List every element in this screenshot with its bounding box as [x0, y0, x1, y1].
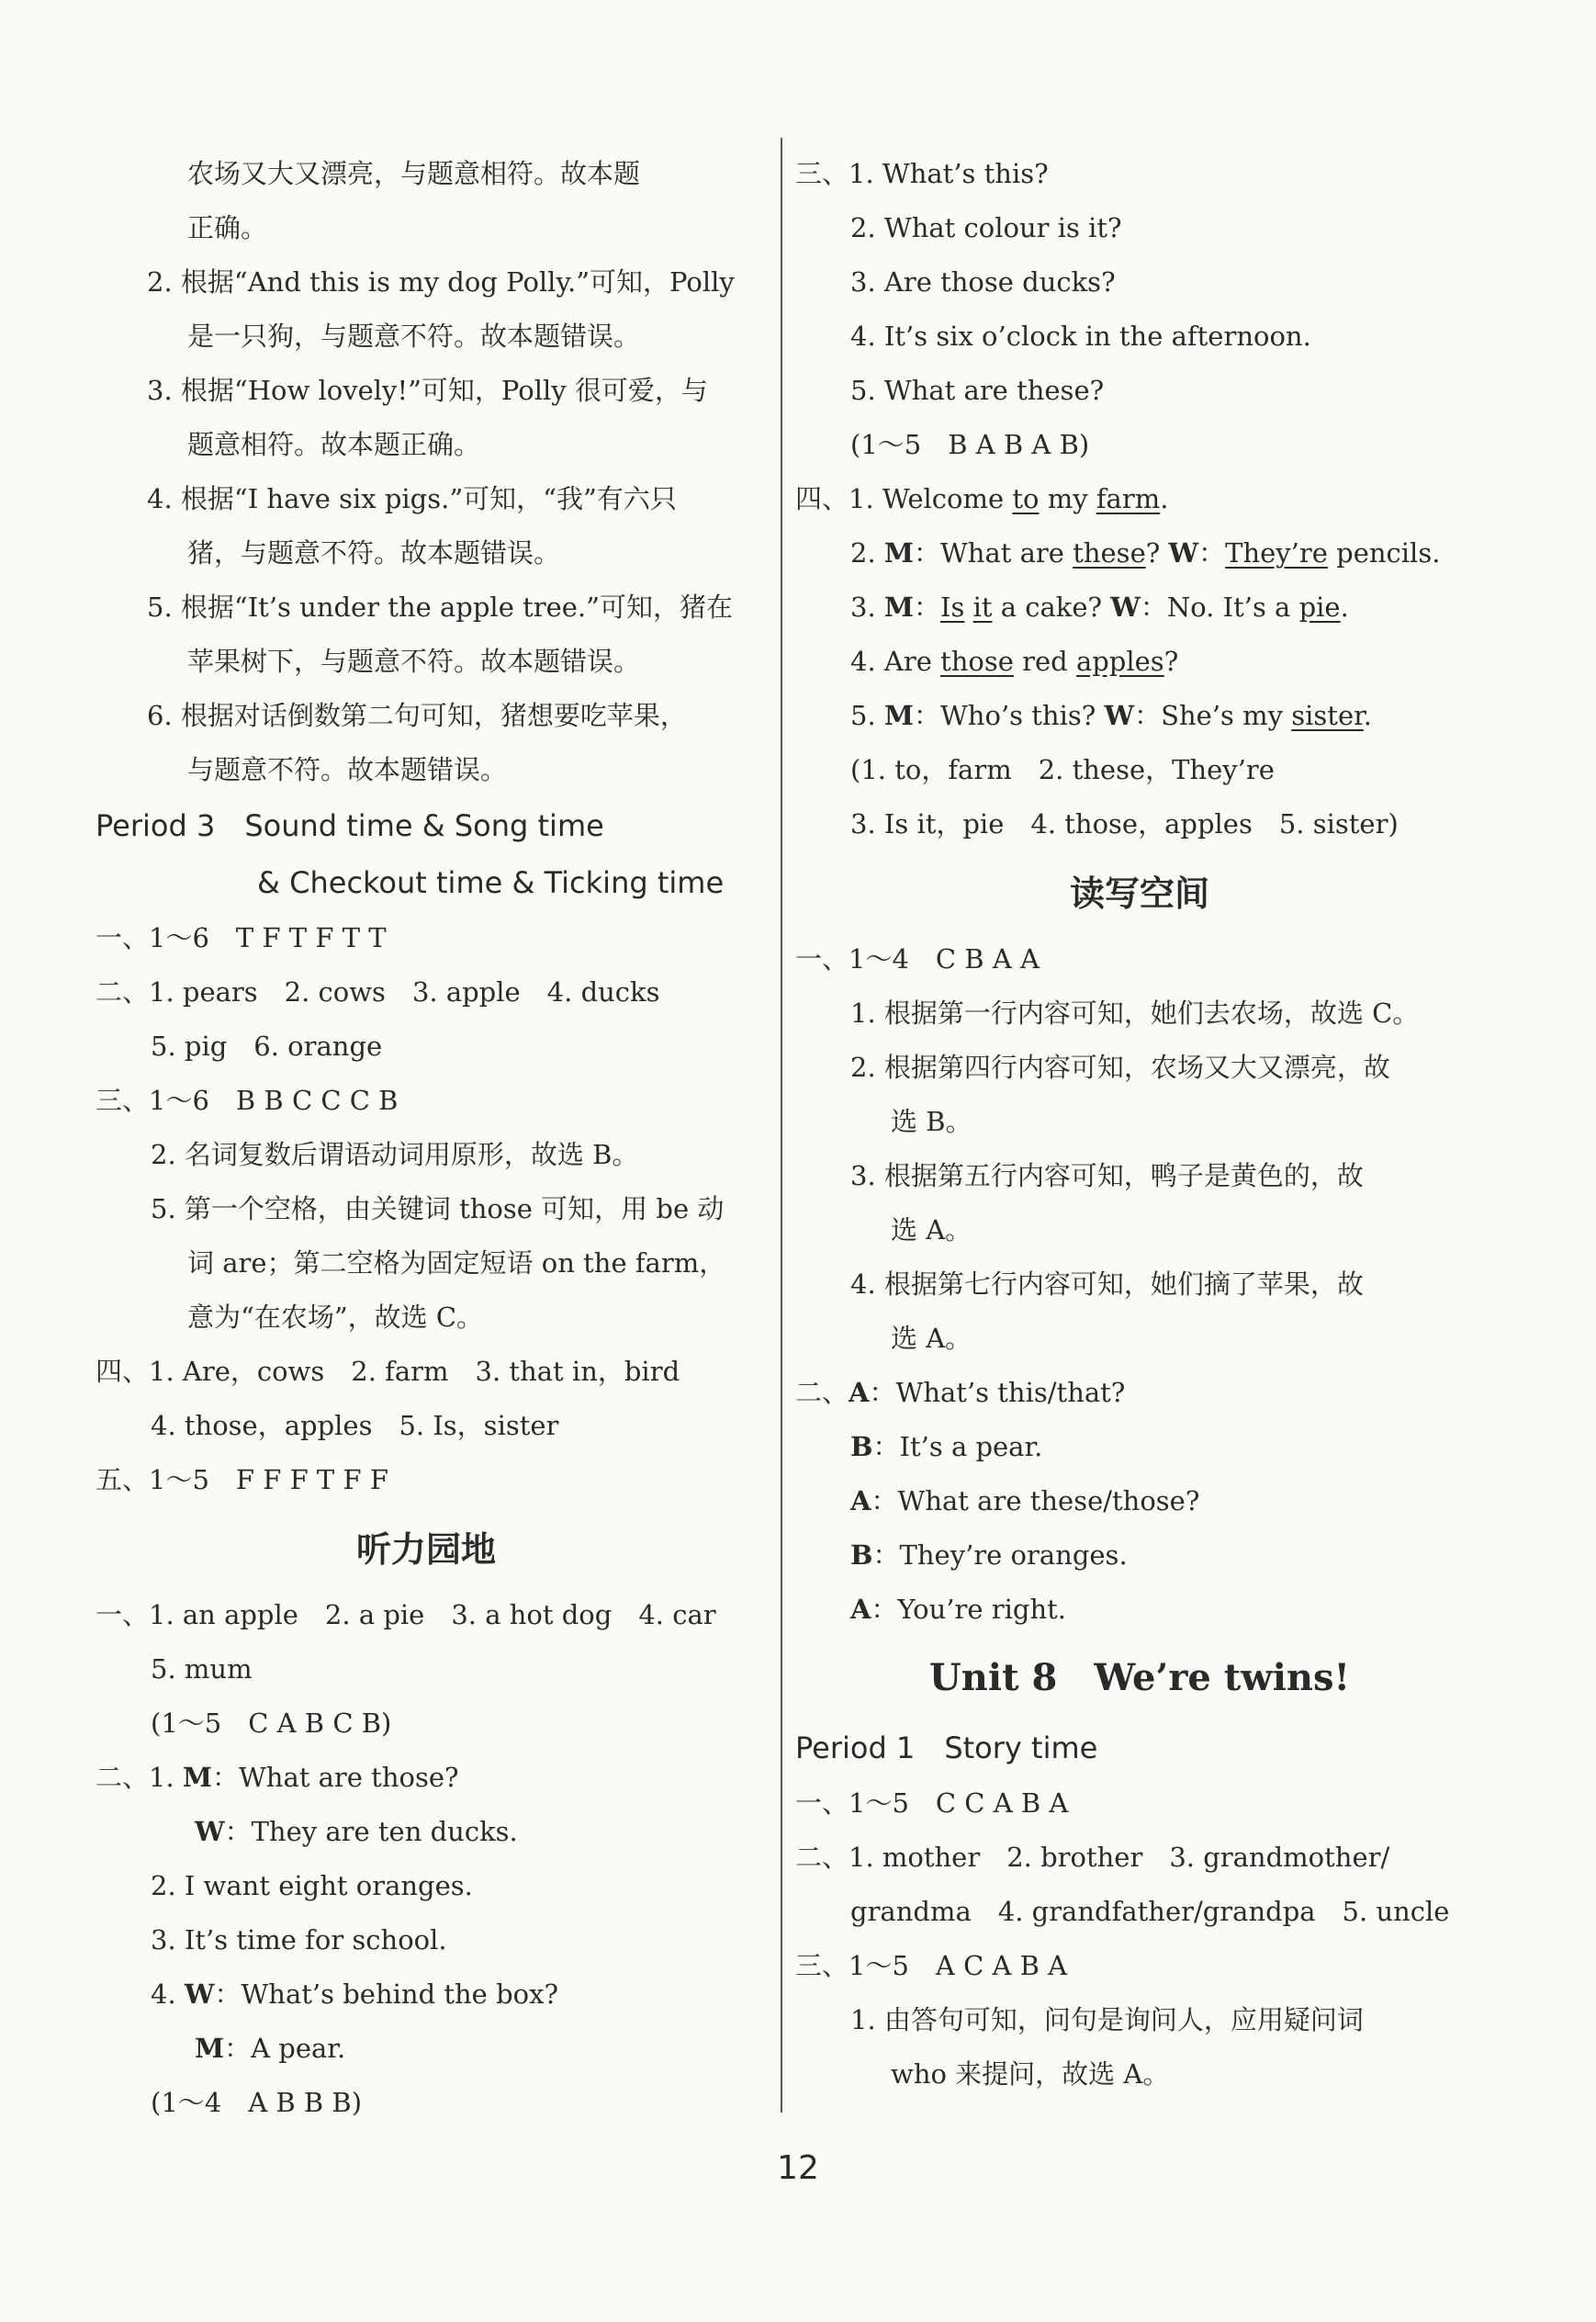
- answer-line: [96, 965, 757, 1020]
- answer-line: [96, 472, 757, 526]
- speaker-label: M: [182, 1762, 212, 1793]
- text-segment: 2. 根据第四行内容可知，农场又大又漂亮，故: [850, 1052, 1390, 1083]
- answer-line: [795, 1528, 1484, 1583]
- text-segment: 4.: [151, 1978, 185, 2010]
- answer-line: [96, 1588, 757, 1642]
- text-segment: ：What are: [914, 537, 1073, 569]
- answer-line: [795, 1776, 1484, 1831]
- text-segment: ：You’re right.: [871, 1594, 1066, 1625]
- answer-line: [795, 1420, 1484, 1474]
- text-segment: 3. 根据“How lovely!”可知，Polly 很可爱，与: [147, 375, 708, 406]
- text-segment: ：Who’s this?: [914, 700, 1105, 731]
- text-segment: (1～4 A B B B): [151, 2087, 363, 2118]
- speaker-label: A: [850, 1485, 871, 1516]
- answer-line: [96, 1236, 757, 1291]
- answer-blank: sister: [1291, 700, 1364, 731]
- answer-line: [96, 743, 757, 797]
- text-segment: 是一只狗，与题意不符。故本题错误。: [187, 321, 641, 352]
- text-segment: 词 are；第二空格为固定短语 on the farm，: [187, 1247, 726, 1279]
- text-segment: 3. Is it，pie 4. those，apples 5. sister): [850, 808, 1399, 840]
- text-segment: (1. to，farm 2. these，They’re: [850, 754, 1275, 785]
- answer-line: [795, 986, 1484, 1041]
- text-segment: 选 B。: [891, 1106, 972, 1137]
- answer-line: [795, 526, 1484, 580]
- text-segment: 一、1～4 C B A A: [795, 943, 1040, 975]
- text-segment: 2. 根据“And this is my dog Polly.”可知，Polly: [147, 266, 735, 298]
- answer-line: [96, 1399, 757, 1453]
- text-segment: 一、1～5 C C A B A: [795, 1787, 1069, 1819]
- answer-blank: pie: [1298, 592, 1341, 623]
- text-segment: grandma 4. grandfather/grandpa 5. uncle: [850, 1896, 1450, 1927]
- answer-line: [96, 526, 757, 580]
- text-segment: red: [1013, 646, 1076, 677]
- text-segment: ?: [1163, 646, 1179, 677]
- text-segment: 3. Are those ducks?: [850, 266, 1116, 298]
- answer-line: [96, 911, 757, 965]
- text-segment: ：What’s behind the box?: [214, 1978, 558, 2010]
- answer-line: [96, 580, 757, 635]
- answer-line: [795, 1257, 1484, 1312]
- answer-line: [795, 743, 1484, 797]
- section-heading: [96, 1515, 757, 1584]
- text-segment: 4. those，apples 5. Is，sister: [151, 1410, 559, 1441]
- answer-blank: Is: [940, 592, 965, 623]
- answer-line: [96, 2076, 757, 2130]
- text-segment: 1. 根据第一行内容可知，她们去农场，故选 C。: [850, 998, 1420, 1029]
- answer-line: [795, 1939, 1484, 1993]
- text-segment: ：It’s a pear.: [872, 1431, 1043, 1462]
- text-segment: 1. 由答句可知，问句是询问人，应用疑问词: [850, 2004, 1364, 2035]
- answer-line: [96, 147, 757, 201]
- right-column: [795, 147, 1484, 2102]
- text-segment: 一、1～6 T F T F T T: [96, 922, 387, 953]
- text-segment: 4. 根据第七行内容可知，她们摘了苹果，故: [850, 1268, 1364, 1300]
- answer-line: [795, 1312, 1484, 1366]
- text-segment: ：What’s this/that?: [869, 1377, 1126, 1408]
- answer-line: [795, 1149, 1484, 1203]
- answer-line: [96, 1967, 757, 2022]
- text-segment: 3.: [850, 592, 884, 623]
- text-segment: 三、1. What’s this?: [795, 158, 1049, 189]
- speaker-label: A: [850, 1594, 871, 1625]
- text-segment: 4. 根据“I have six pigs.”可知，“我”有六只: [147, 483, 677, 514]
- text-segment: .: [1160, 483, 1169, 514]
- text-segment: 二、1. pears 2. cows 3. apple 4. ducks: [96, 976, 660, 1008]
- speaker-label: B: [850, 1431, 873, 1462]
- text-segment: 5. mum: [151, 1653, 253, 1685]
- answer-blank: these: [1073, 537, 1146, 569]
- answer-line: [795, 418, 1484, 472]
- speaker-label: W: [1168, 537, 1199, 569]
- text-segment: 读写空间: [1069, 874, 1209, 914]
- answer-line: [795, 1885, 1484, 1939]
- left-column: [96, 147, 757, 2130]
- answer-line: [96, 689, 757, 743]
- text-segment: ：They are ten ducks.: [224, 1816, 518, 1847]
- speaker-label: W: [184, 1978, 215, 2010]
- answer-line: [795, 1474, 1484, 1528]
- speaker-label: M: [195, 2033, 225, 2064]
- answer-line: [96, 1751, 757, 1805]
- text-segment: a cake?: [992, 592, 1111, 623]
- section-heading: [795, 859, 1484, 929]
- text-segment: 二、1.: [96, 1762, 183, 1793]
- answer-line: [795, 1831, 1484, 1885]
- answer-line: [795, 310, 1484, 364]
- answer-line: [96, 418, 757, 472]
- answer-line: [96, 1453, 757, 1507]
- text-segment: 与题意不符。故本题错误。: [187, 754, 508, 785]
- period-title: [96, 797, 757, 854]
- text-segment: 农场又大又漂亮，与题意相符。故本题: [187, 158, 641, 189]
- answer-line: [795, 1095, 1484, 1149]
- speaker-label: M: [883, 537, 914, 569]
- text-segment: 选 A。: [891, 1214, 972, 1246]
- text-segment: ：They’re oranges.: [872, 1539, 1128, 1571]
- answer-line: [795, 932, 1484, 986]
- answer-line: [795, 147, 1484, 201]
- column-divider: [781, 138, 782, 2113]
- period-title: [96, 854, 757, 911]
- answer-line: [795, 1993, 1484, 2047]
- text-segment: ：What are these/those?: [871, 1485, 1200, 1516]
- page-number: 12: [777, 2149, 819, 2187]
- answer-line: [795, 1366, 1484, 1420]
- text-segment: 正确。: [187, 212, 268, 243]
- answer-blank: to: [1012, 483, 1040, 514]
- text-segment: 二、1. mother 2. brother 3. grandmother/: [795, 1842, 1390, 1873]
- text-segment: .: [1363, 700, 1373, 731]
- text-segment: 三、1～5 A C A B A: [795, 1950, 1068, 1981]
- text-segment: 一、1. an apple 2. a pie 3. a hot dog 4. car: [96, 1599, 716, 1630]
- answer-line: [795, 635, 1484, 689]
- text-segment: 5. What are these?: [850, 375, 1105, 406]
- answer-line: [795, 689, 1484, 743]
- text-segment: my: [1039, 483, 1096, 514]
- answer-line: [96, 1128, 757, 1182]
- text-segment: 2.: [850, 537, 884, 569]
- text-segment: (1～5 B A B A B): [850, 429, 1090, 460]
- text-segment: 二、: [795, 1377, 849, 1408]
- answer-line: [795, 1583, 1484, 1637]
- text-segment: 5.: [850, 700, 884, 731]
- answer-line: [795, 364, 1484, 418]
- text-segment: 3. It’s time for school.: [151, 1924, 447, 1956]
- text-segment: 4. Are: [850, 646, 941, 677]
- unit-title: [795, 1637, 1484, 1719]
- text-segment: Period 3 Sound time & Song time: [96, 808, 604, 843]
- period-title: [795, 1719, 1484, 1776]
- text-segment: 5. pig 6. orange: [151, 1031, 383, 1062]
- answer-line: [96, 1913, 757, 1967]
- answer-line: [96, 635, 757, 689]
- text-segment: 三、1～6 B B C C C B: [96, 1085, 399, 1116]
- answer-line: [96, 1182, 757, 1236]
- text-segment: ：: [914, 592, 941, 623]
- answer-line: [96, 255, 757, 310]
- answer-line: [96, 1859, 757, 1913]
- text-segment: who 来提问，故选 A。: [891, 2058, 1170, 2090]
- text-segment: .: [1340, 592, 1349, 623]
- text-segment: ：A pear.: [224, 2033, 346, 2064]
- text-segment: Unit 8 We’re twins!: [928, 1656, 1351, 1699]
- text-segment: 2. 名词复数后谓语动词用原形，故选 B。: [151, 1139, 639, 1170]
- text-segment: 五、1～5 F F F T F F: [96, 1464, 388, 1495]
- text-segment: 2. I want eight oranges.: [151, 1870, 473, 1901]
- answer-blank: those: [940, 646, 1014, 677]
- answer-line: [96, 1020, 757, 1074]
- text-segment: ?: [1145, 537, 1169, 569]
- answer-blank: apples: [1075, 646, 1164, 677]
- text-segment: 6. 根据对话倒数第二句可知，猪想要吃苹果，: [147, 700, 687, 731]
- text-segment: 苹果树下，与题意不符。故本题错误。: [187, 646, 641, 677]
- text-segment: (1～5 C A B C B): [151, 1708, 392, 1739]
- text-segment: 选 A。: [891, 1323, 972, 1354]
- answer-line: [96, 310, 757, 364]
- answer-line: [96, 1642, 757, 1696]
- answer-blank: it: [972, 592, 993, 623]
- text-segment: 4. It’s six o’clock in the afternoon.: [850, 321, 1311, 352]
- answer-line: [795, 797, 1484, 851]
- text-segment: 5. 第一个空格，由关键词 those 可知，用 be 动: [151, 1193, 725, 1224]
- speaker-label: M: [883, 700, 914, 731]
- text-segment: ：She’s my: [1134, 700, 1292, 731]
- text-segment: 题意相符。故本题正确。: [187, 429, 481, 460]
- text-segment: 意为“在农场”，故选 C。: [187, 1302, 484, 1333]
- text-segment: 听力园地: [355, 1529, 496, 1570]
- answer-line: [795, 580, 1484, 635]
- speaker-label: W: [195, 1816, 225, 1847]
- answer-line: [795, 1041, 1484, 1095]
- text-segment: 猪，与题意不符。故本题错误。: [187, 537, 561, 569]
- text-segment: ：No. It’s a: [1140, 592, 1299, 623]
- text-segment: pencils.: [1327, 537, 1441, 569]
- answer-blank: farm: [1096, 483, 1161, 514]
- text-segment: 四、1. Welcome: [795, 483, 1013, 514]
- answer-line: [96, 1291, 757, 1345]
- text-segment: ：What are those?: [212, 1762, 459, 1793]
- answer-line: [96, 1345, 757, 1399]
- answer-line: [96, 1696, 757, 1751]
- answer-line: [795, 1203, 1484, 1257]
- text-segment: & Checkout time & Ticking time: [257, 865, 725, 900]
- answer-line: [795, 255, 1484, 310]
- answer-line: [795, 2047, 1484, 2102]
- speaker-label: B: [850, 1539, 873, 1571]
- answer-line: [96, 2022, 757, 2076]
- answer-blank: They’re: [1225, 537, 1328, 569]
- text-segment: 2. What colour is it?: [850, 212, 1122, 243]
- answer-line: [795, 472, 1484, 526]
- text-segment: Period 1 Story time: [795, 1730, 1098, 1765]
- text-segment: [964, 592, 972, 623]
- speaker-label: M: [883, 592, 914, 623]
- text-segment: 四、1. Are，cows 2. farm 3. that in，bird: [96, 1356, 680, 1387]
- speaker-label: W: [1104, 700, 1135, 731]
- answer-line: [96, 1074, 757, 1128]
- answer-line: [96, 201, 757, 255]
- answer-line: [96, 1805, 757, 1859]
- answer-line: [795, 201, 1484, 255]
- speaker-label: A: [849, 1377, 870, 1408]
- text-segment: ：: [1198, 537, 1226, 569]
- speaker-label: W: [1110, 592, 1141, 623]
- text-segment: 5. 根据“It’s under the apple tree.”可知，猪在: [147, 592, 733, 623]
- answer-line: [96, 364, 757, 418]
- text-segment: 3. 根据第五行内容可知，鸭子是黄色的，故: [850, 1160, 1364, 1191]
